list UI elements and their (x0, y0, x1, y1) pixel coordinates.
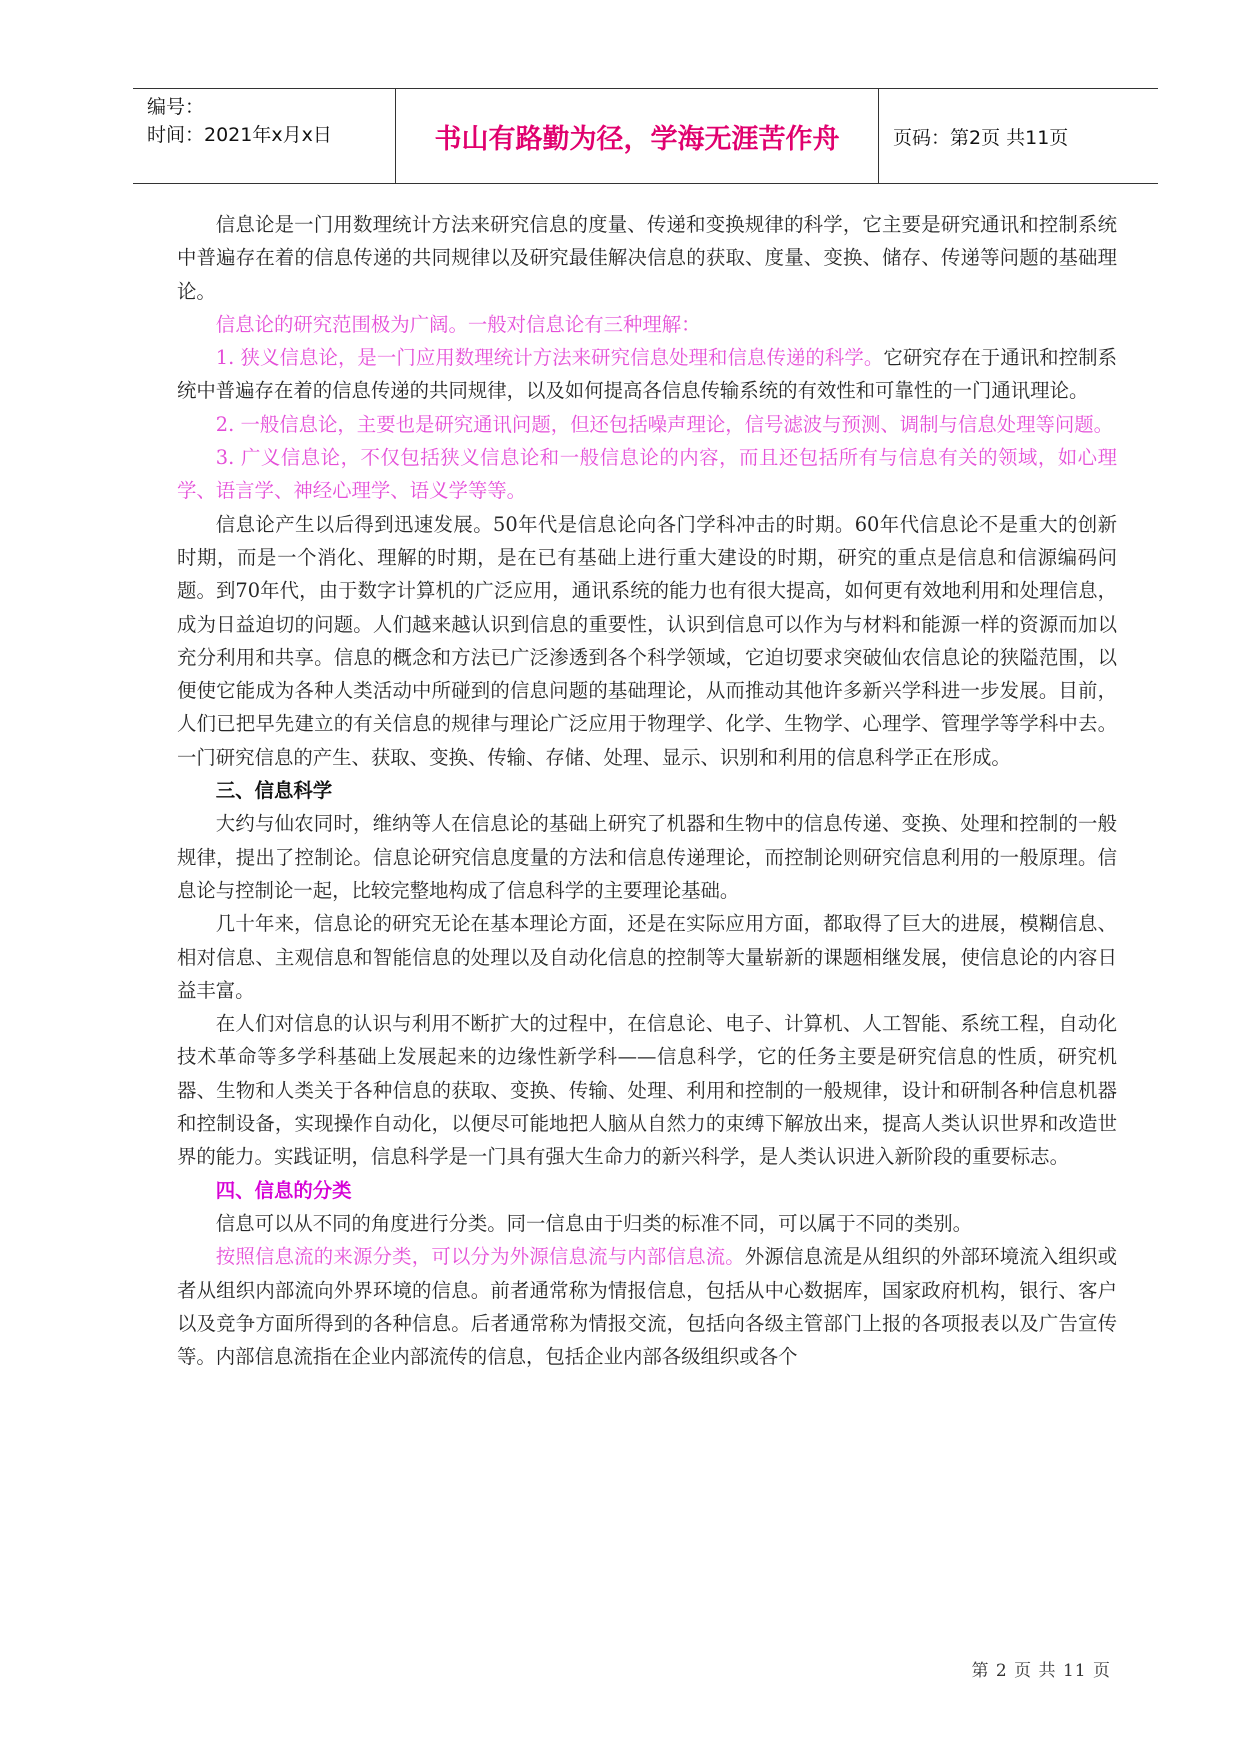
paragraph-text: 信息论产生以后得到迅速发展。50年代是信息论向各门学科冲击的时期。60年代信息论不是重大的创新时期，而是一个消化、理解的时期，是在已有基础上进行重大建设的时期，研究的重点是信息和信源编码问题。到70年代，由于数字计算机的广泛应用，通讯系统的能力也有很大提高，如何更有效地利用和处理信息，成为日益迫切的问题。人们越来越认识到信息的重要性，认识到信息可以作为与材料和能源一样的资源而加以充分利用和共享。信息的概念和方法已广泛渗透到各个科学领域，它迫切要求突破仙农信息论的狭隘范围，以便使它能成为各种人类活动中所碰到的信息问题的基础理论，从而推动其他许多新兴学科进一步发展。目前，人们已把早先建立的有关信息的规律与理论广泛应用于物理学、化学、生物学、心理学、管理学等学科中去。一门研究信息的产生、获取、变换、传输、存储、处理、显示、识别和利用的信息科学正在形成。 (177, 512, 1117, 769)
paragraph-text: 在人们对信息的认识与利用不断扩大的过程中，在信息论、电子、计算机、人工智能、系统工程，自动化技术革命等多学科基础上发展起来的边缘性新学科——信息科学，它的任务主要是研究信息的性质，研究机器、生物和人类关于各种信息的获取、变换、传输、处理、利用和控制的一般规律，设计和研制各种信息机器和控制设备，实现操作自动化，以便尽可能地把人脑从自然力的束缚下解放出来，提高人类认识世界和改造世界的能力。实践证明，信息科学是一门具有强大生命力的新兴科学，是人类认识进入新阶段的重要标志。 (177, 1012, 1117, 1169)
body-paragraph (177, 208, 1117, 308)
body-paragraph (177, 1007, 1117, 1173)
section-heading: 四、信息的分类 (215, 1178, 352, 1202)
body-paragraph (177, 907, 1117, 1007)
page-header (133, 88, 1158, 184)
body-paragraph (177, 1240, 1117, 1373)
body-paragraph (177, 308, 1117, 341)
body-paragraph (177, 408, 1117, 441)
paragraph-text: 外源信息流是从组织的外部环境流入组织或者从组织内部流向外界环境的信息。前者通常称为情报信息，包括从中心数据库，国家政府机构，银行、客户以及竞争方面所得到的各种信息。后者通常称为情报交流，包括向各级主管部门上报的各项报表以及广告宣传等。内部信息流指在企业内部流传的信息，包括企业内部各级组织或各个 (177, 1245, 1118, 1369)
motto: 书山有路勤为径，学海无涯苦作舟 (395, 89, 879, 183)
body-paragraph (177, 441, 1117, 508)
highlighted-text: 2. 一般信息论，主要也是研究通讯问题，但还包括噪声理论，信号滤波与预测、调制与信息处理等问题。 (215, 412, 1114, 436)
header-left-cell (133, 89, 395, 183)
body-paragraph (177, 1207, 1117, 1240)
highlighted-text: 3. 广义信息论，不仅包括狭义信息论和一般信息论的内容，而且还包括所有与信息有关的领域，如心理学、语言学、神经心理学、语义学等等。 (177, 446, 1117, 503)
header-page-info: 页码：第2页 共11页 (893, 126, 1069, 149)
body-paragraph (177, 807, 1117, 907)
paragraph-text: 信息论是一门用数理统计方法来研究信息的度量、传递和变换规律的科学，它主要是研究通讯和控制系统中普遍存在着的信息传递的共同规律以及研究最佳解决信息的获取、度量、变换、储存、传递等问题的基础理论。 (177, 213, 1117, 303)
time-label: 时间：2021年x月x日 (147, 124, 332, 146)
section-heading: 三、信息科学 (215, 779, 333, 803)
paragraph-text: 信息可以从不同的角度进行分类。同一信息由于归类的标准不同，可以属于不同的类别。 (215, 1211, 973, 1235)
body-paragraph (177, 508, 1117, 774)
number-label: 编号： (147, 96, 205, 118)
paragraph-text: 几十年来，信息论的研究无论在基本理论方面，还是在实际应用方面，都取得了巨大的进展，模糊信息、相对信息、主观信息和智能信息的处理以及自动化信息的控制等大量崭新的课题相继发展，使信息论的内容日益丰富。 (177, 912, 1117, 1002)
highlighted-text: 信息论的研究范围极为广阔。一般对信息论有三种理解： (215, 312, 701, 336)
body-paragraph (177, 341, 1117, 408)
document-body (177, 208, 1117, 1373)
highlighted-text: 按照信息流的来源分类，可以分为外源信息流与内部信息流。 (215, 1245, 745, 1269)
page-footer: 第 2 页 共 11 页 (971, 1661, 1111, 1681)
paragraph-text: 它研究存在于通讯和控制系统中普遍存在着的信息传递的共同规律，以及如何提高各信息传输系统的有效性和可靠性的一门通讯理论。 (177, 346, 1117, 403)
highlighted-text: 1. 狭义信息论，是一门应用数理统计方法来研究信息处理和信息传递的科学。 (215, 346, 884, 370)
paragraph-text: 大约与仙农同时，维纳等人在信息论的基础上研究了机器和生物中的信息传递、变换、处理和控制的一般规律，提出了控制论。信息论研究信息度量的方法和信息传递理论，而控制论则研究信息利用的一般原理。信息论与控制论一起，比较完整地构成了信息科学的主要理论基础。 (177, 812, 1117, 902)
